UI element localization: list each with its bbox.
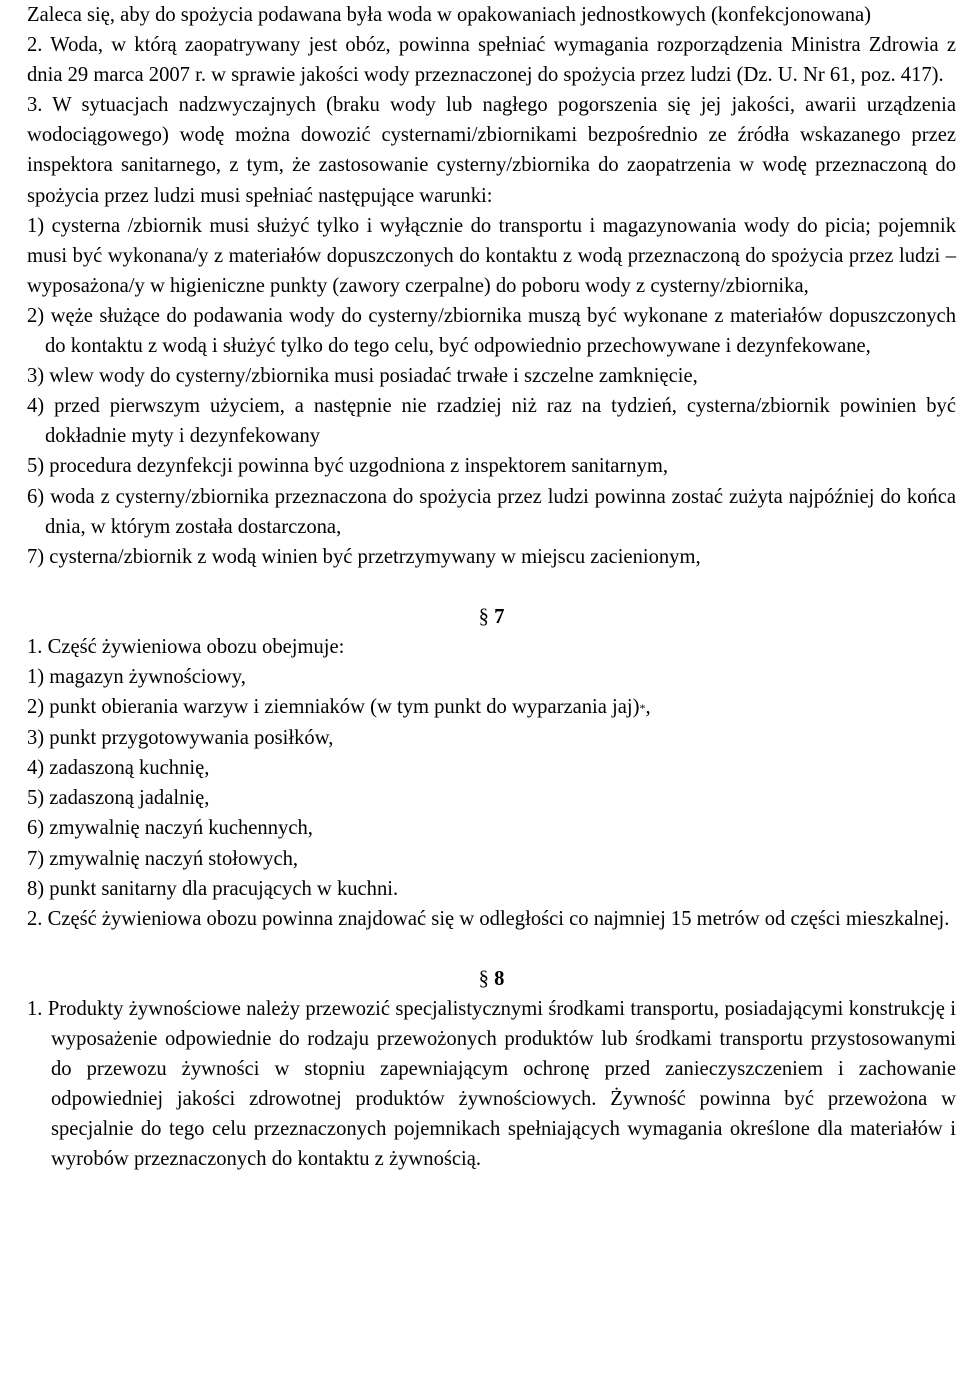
section-number: 8 <box>494 967 505 990</box>
condition-1: 1) cysterna /zbiornik musi służyć tylko i wyłącznie do transportu i magazynowania wody do picia; pojemnik musi być wykonana/y z materiałów dopuszczonych do kontaktu z wodą przeznaczoną do spożycia przez ludzi – wyposażona/y w higieniczne punkty (zawory czerpalne) do poboru wody z cysterny/zbiornika, <box>27 214 956 297</box>
paragraph-water-packaging: Zaleca się, aby do spożycia podawana była woda w opakowaniach jednostkowych (konfekcjonowana) <box>27 4 872 26</box>
section-8-heading <box>27 964 956 994</box>
list-item: 4) zadaszoną kuchnię, <box>27 757 210 780</box>
list-item: 5) zadaszoną jadalnię, <box>27 787 210 810</box>
condition-7: 7) cysterna/zbiornik z wodą winien być przetrzymywany w miejscu zacienionym, <box>27 545 701 568</box>
condition-6: 6) woda z cysterny/zbiornika przeznaczona do spożycia przez ludzi powinna zostać zużyta najpóźniej do końca dnia, w którym została dostarczona, <box>27 485 956 538</box>
condition-3: 3) wlew wody do cysterny/zbiornika musi posiadać trwałe i szczelne zamknięcie, <box>27 365 698 388</box>
list-item: 8) punkt sanitarny dla pracujących w kuchni. <box>27 877 399 900</box>
list-item-text: 2) punkt obierania warzyw i ziemniaków (w tym punkt do wyparzania jaj) <box>27 696 640 719</box>
list-item <box>27 692 956 723</box>
section-7-point-2: 2. Część żywieniowa obozu powinna znajdować się w odległości co najmniej 15 metrów od części mieszkalnej. <box>27 907 950 930</box>
condition-4: 4) przed pierwszym użyciem, a następnie nie rzadziej niż raz na tydzień, cysterna/zbiornik powinien być dokładnie myty i dezynfekowany <box>27 395 956 448</box>
list-item: 6) zmywalnię naczyń kuchennych, <box>27 817 313 840</box>
section-number: 7 <box>494 605 505 628</box>
section-symbol: § <box>478 605 489 628</box>
list-item: 1) magazyn żywnościowy, <box>27 665 246 688</box>
section-symbol: § <box>478 967 489 990</box>
list-item: 7) zmywalnię naczyń stołowych, <box>27 847 299 870</box>
spacer <box>27 572 956 602</box>
paragraph-2-water-requirements: 2. Woda, w którą zaopatrywany jest obóz, powinna spełniać wymagania rozporządzenia Ministra Zdrowia z dnia 29 marca 2007 r. w sprawie jakości wody przeznaczonej do spożycia przez ludzi (Dz. U. Nr 61, poz. 417). <box>27 34 956 87</box>
list-item: 3) punkt przygotowywania posiłków, <box>27 727 334 750</box>
section-8-point-1: 1. Produkty żywnościowe należy przewozić specjalistycznymi środkami transportu, posiadającymi konstrukcję i wyposażenie odpowiednie do rodzaju przewożonych produktów lub środkami transportu przystosowanymi do przewozu żywności w stopniu zapewniającym ochronę przed zanieczyszczeniem i zachowanie odpowiedniej jakości zdrowotnej produktów żywnościowych. Żywność powinna być przewożona w specjalnie do tego celu przeznaczonych pojemnikach spełniających wymagania określone dla materiałów i wyrobów przeznaczonych do kontaktu z żywnością. <box>27 997 956 1171</box>
condition-2: 2) węże służące do podawania wody do cysterny/zbiornika muszą być wykonane z materiałów dopuszczonych do kontaktu z wodą i służyć tylko do tego celu, być odpowiednio przechowywane i dezynfekowane, <box>27 304 956 358</box>
document-page <box>27 0 956 1174</box>
paragraph-3-emergency-supply: 3. W sytuacjach nadzwyczajnych (braku wody lub nagłego pogorszenia się jej jakości, awarii urządzenia wodociągowego) wodę można dowozić cysternami/zbiornikami bezpośrednio ze źródła wskazanego przez inspektora sanitarnego, z tym, że zastosowanie cysterny/zbiornika do zaopatrzenia w wodę przeznaczoną do spożycia przez ludzi musi spełniać następujące warunki: <box>27 94 956 207</box>
spacer <box>27 934 956 964</box>
footnote-asterisk: * <box>639 701 646 716</box>
condition-5: 5) procedura dezynfekcji powinna być uzgodniona z inspektorem sanitarnym, <box>27 455 669 478</box>
section-7-point-1: 1. Część żywieniowa obozu obejmuje: <box>27 635 345 658</box>
list-item-punct: , <box>645 696 651 719</box>
section-7-heading <box>27 602 956 632</box>
